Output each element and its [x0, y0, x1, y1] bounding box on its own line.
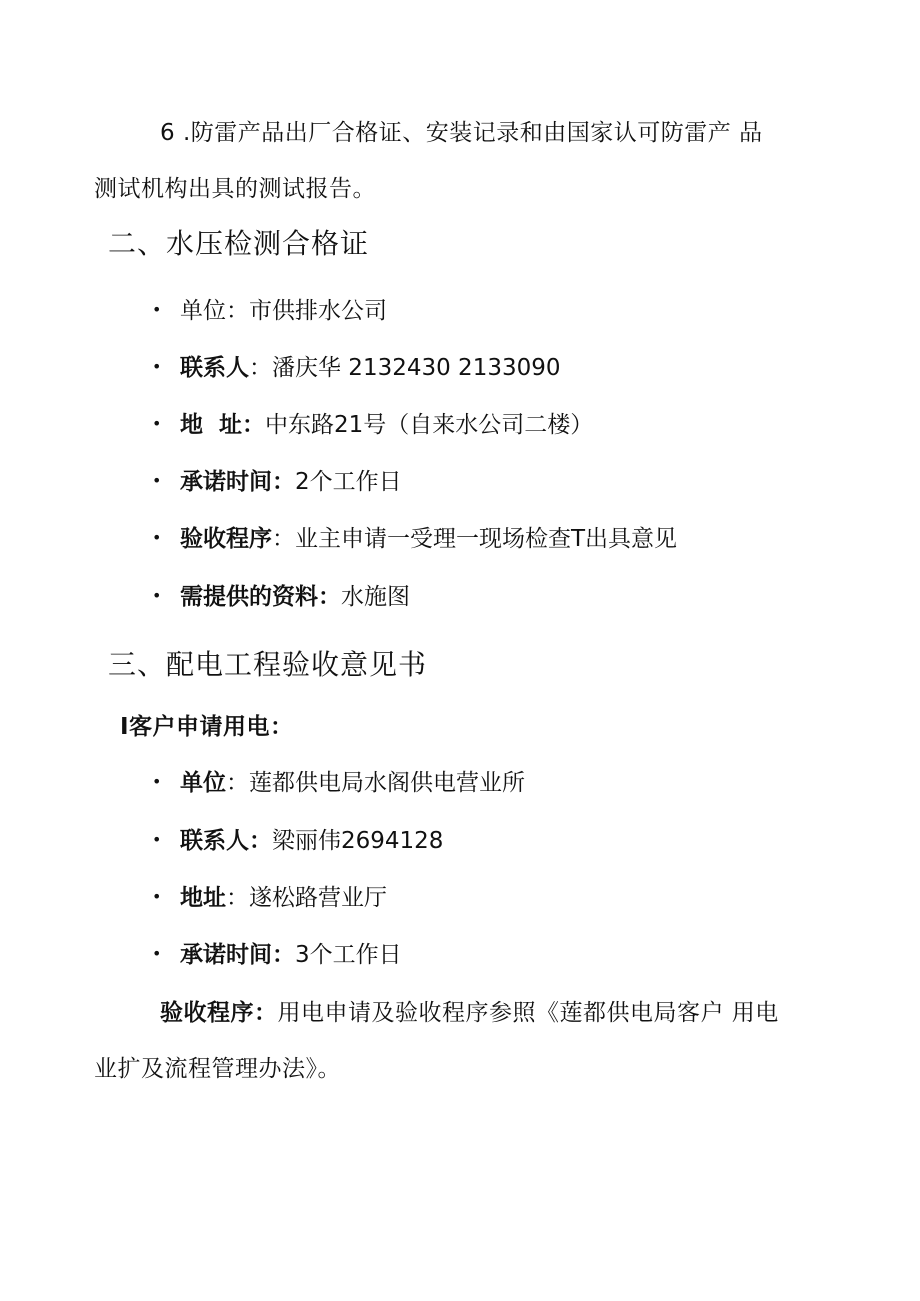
- item-label: 单位: [180, 298, 226, 324]
- item-value: 水施图: [341, 584, 410, 610]
- list-item-materials: [152, 586, 410, 609]
- item-label: 地 址: [180, 412, 243, 438]
- item6-line2: 测试机构出具的测试报告。: [94, 176, 376, 202]
- item-value: 莲都供电局水阁供电营业所: [249, 770, 525, 796]
- item-label: 需提供的资料: [180, 584, 318, 610]
- item-sep: ：: [226, 770, 249, 796]
- bullet: •: [152, 944, 162, 963]
- bullet: •: [152, 300, 162, 319]
- item-value: 业主申请一受理一现场检查T出具意见: [295, 526, 678, 552]
- section3-heading: 三、配电工程验收意见书: [108, 648, 428, 681]
- item-sep: ：: [242, 412, 266, 438]
- list-item-address: [152, 414, 593, 437]
- list-item-promise-time: [152, 471, 402, 494]
- item-label: 地址: [180, 885, 226, 911]
- procedure-text: 用电申请及验收程序参照《莲都供电局客户 用电: [277, 1000, 779, 1026]
- list-item-address: [152, 887, 387, 910]
- item-label: 承诺时间: [180, 469, 272, 495]
- item-value: 中东路21号（自来水公司二楼）: [265, 412, 594, 438]
- item-label: 联系人: [180, 355, 249, 381]
- item6-line1: 6 .防雷产品出厂合格证、安装记录和由国家认可防雷产 品: [160, 120, 763, 146]
- item-value: 市供排水公司: [249, 298, 387, 324]
- item-label: 联系人: [180, 828, 249, 854]
- item-sep: ：: [226, 298, 249, 324]
- item-sep: ：: [272, 526, 295, 552]
- item-value: 2个工作日: [295, 469, 402, 495]
- list-item-unit: [152, 772, 525, 795]
- item-value: 梁丽伟2694128: [272, 828, 444, 854]
- bullet: •: [152, 528, 162, 547]
- item-label: 验收程序: [180, 526, 272, 552]
- list-item-promise-time: [152, 944, 402, 967]
- item-sep: ：: [226, 885, 249, 911]
- bullet: •: [152, 414, 162, 433]
- item-sep: ：: [272, 469, 295, 495]
- procedure-line2: 业扩及流程管理办法》。: [94, 1056, 341, 1082]
- item-value: 遂松路营业厅: [249, 885, 387, 911]
- item-sep: ：: [249, 355, 272, 381]
- bullet: •: [152, 772, 162, 791]
- item-sep: ：: [318, 584, 341, 610]
- bullet: •: [152, 830, 162, 849]
- bullet: •: [152, 586, 162, 605]
- list-item-contact: [152, 357, 561, 380]
- item-label: 承诺时间: [180, 942, 272, 968]
- bullet: •: [152, 887, 162, 906]
- bullet: •: [152, 471, 162, 490]
- bullet: •: [152, 357, 162, 376]
- section2-heading: 二、水压检测合格证: [108, 227, 370, 260]
- item-label: 单位: [180, 770, 226, 796]
- item-sep: ：: [249, 828, 272, 854]
- procedure-line1: [160, 1002, 779, 1025]
- section3-subheading: I客户申请用电：: [120, 714, 294, 740]
- item-value: 3个工作日: [295, 942, 402, 968]
- list-item-procedure: [152, 528, 677, 551]
- procedure-label: 验收程序：: [160, 1000, 278, 1026]
- item-sep: ：: [272, 942, 295, 968]
- list-item-unit: [152, 300, 387, 323]
- item-value: 潘庆华 2132430 2133090: [272, 355, 561, 381]
- list-item-contact: [152, 830, 443, 853]
